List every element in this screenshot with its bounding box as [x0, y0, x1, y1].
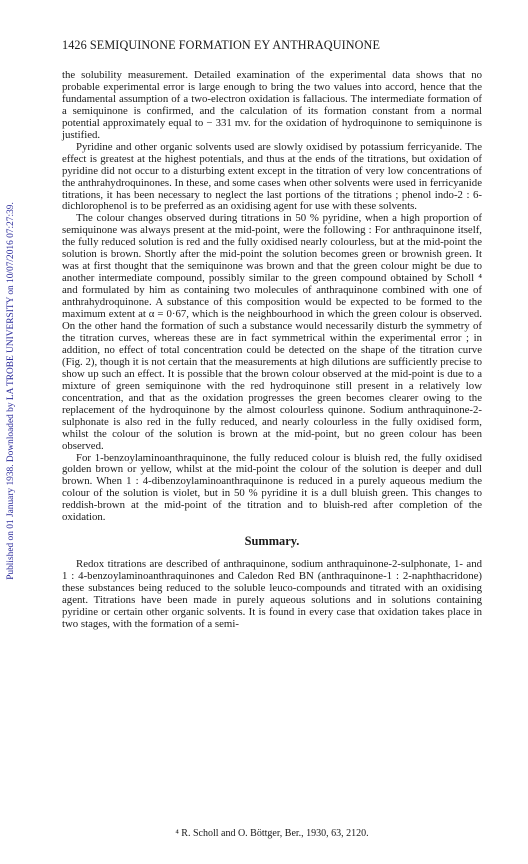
paragraph: For 1-benzoylaminoanthraquinone, the fully reduced colour is bluish red, the fully oxidised golden brown or yellow, whilst at the mid-point the colour of the solution is deeper and dull brown. When 1 : 4-dibenzoylaminoanthraquinone is reduced in a purely aqueous medium the colour of the solution is violet, but in 50 % pyridine it is a dull bluish green. This changes to reddish-brown at the mid-point of the titration and to bluish-red after completion of the oxidation.: [62, 451, 482, 524]
paragraph: Redox titrations are described of anthraquinone, sodium anthraquinone-2-sulphonate, 1- and 1 : 4-benzoylaminoanthraquinones and Caledon Red BN (anthraquinone-1 : 2-naphthacridone) these substances being reduced to the soluble leuco-compounds and titrated with an oxidising agent. Titrations have been made in purely aqueous solutions and in solutions containing pyridine or certain other organic solvents. It is found in every case that oxidation takes place in two stages, with the formation of a semi-: [62, 558, 482, 630]
paragraph: The colour changes observed during titrations in 50 % pyridine, when a high proportion of semiquinone was always present at the mid-point, were the following : For anthraquinone itself, the fully reduced solution is red and the fully oxidised nearly colourless, but at the mid-point the solution is brown. Shortly after the mid-point the solution becomes green or brownish green. It was at first thought that the semiquinone was brown and that the green colour might be due to another intermediate compound, possibly similar to the green compound obtained by Scholl ⁴ and formulated by him as containing two molecules of anthraquinone combined with one of anthrahydroquinone. A substance of this composition would be expected to be formed to the maximum extent at α = 0·67, which is the neighbourhood in which the green colour is observed. On the other hand the formation of such a substance would necessarily disturb the symmetry of the titration curves, whereas these are in fact symmetrical within the experimental error ; in addition, no effect of total concentration could be detected on the shape of the titration curve (Fig. 2), though it is not certain that the measurements at high dilutions are sufficiently precise to show up such an effect. It is possible that the brown colour observed at the mid-point is due to a mixture of green semiquinone with the red hydroquinone still present in a relatively low concentration, and that as the oxidation progresses the green becomes clearer owing to the replacement of the hydroquinone by the almost colourless quinone. Sodium anthraquinone-2-sulphonate is also red in the fully reduced, and nearly colourless in the fully oxidised form, whilst the colour of the solution is brown at the mid-point, but no green colour has been observed.: [62, 212, 482, 452]
article-body: [62, 70, 482, 631]
download-watermark-text: Published on 01 January 1938. Downloaded by LA TROBE UNIVERSITY on 10/07/2016 07:27:39.: [6, 202, 16, 580]
footnote: ⁴ R. Scholl and O. Böttger, Ber., 1930, 63, 2120.: [175, 828, 369, 839]
summary-heading: Summary.: [244, 534, 300, 549]
running-header: 1426 SEMIQUINONE FORMATION EY ANTHRAQUINONE: [62, 38, 381, 52]
download-watermark: [0, 96, 22, 686]
paragraph: the solubility measurement. Detailed examination of the experimental data shows that no probable experimental error is large enough to bring the two values into accord, hence that the fundamental assumption of a two-electron oxidation is fallacious. The intermediate formation of a semiquinone is confirmed, and the calculation of its formation constant from a normal potential approximately equal to − 331 mv. for the oxidation of hydroquinone to semiquinone is justified.: [62, 69, 482, 141]
paragraph: Pyridine and other organic solvents used are slowly oxidised by potassium ferricyanide. The effect is greatest at the highest potentials, and thus at the ends of the titrations, but oxidation of pyridine did not occur to a disturbing extent except in the titration of very low concentrations of the anthrahydroquinones. In these, and some cases when other solvents were used in ferricyanide titrations, it has been necessary to neglect the last portions of the titrations ; phenol indo-2 : 6-dichlorophenol is to be preferred as an oxidising agent for use with these solvents.: [62, 140, 482, 213]
